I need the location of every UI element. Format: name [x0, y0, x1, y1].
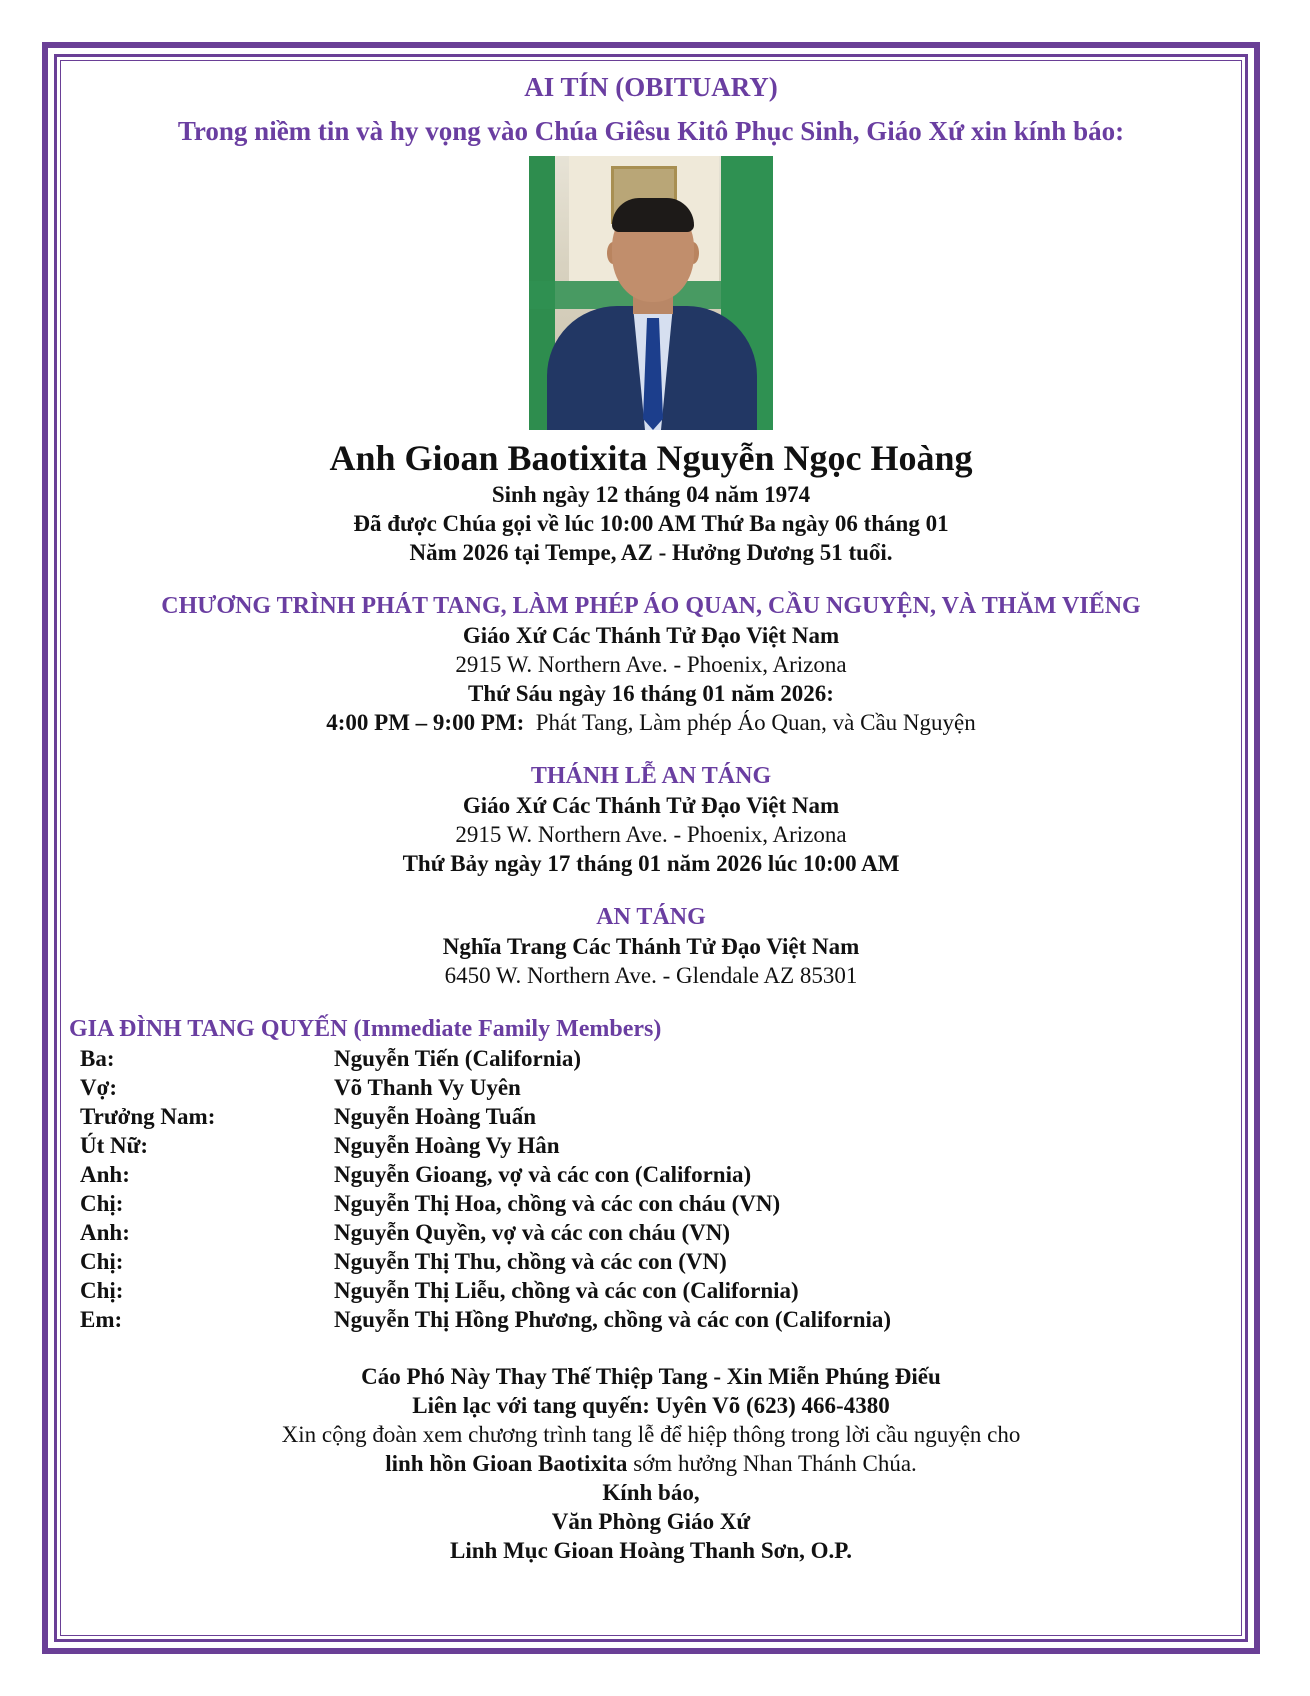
family-member-row	[80, 1044, 1240, 1073]
burial-place: Nghĩa Trang Các Thánh Tử Đạo Việt Nam	[442, 934, 860, 959]
family-relation: Chị:	[80, 1278, 124, 1303]
passing-line-2: Năm 2026 tại Tempe, AZ - Hưởng Dương 51 tuổi.	[409, 540, 893, 565]
obituary-content	[62, 62, 1240, 1565]
mass-heading: THÁNH LỄ AN TÁNG	[530, 763, 772, 789]
announcement-subtitle: Trong niềm tin và hy vọng vào Chúa Giêsu Kitô Phục Sinh, Giáo Xứ xin kính báo:	[177, 116, 1125, 146]
family-relation: Vợ:	[80, 1075, 118, 1100]
page-title: AI TÍN (OBITUARY)	[524, 72, 778, 102]
family-member-row	[80, 1189, 1240, 1218]
family-relation: Út Nữ:	[80, 1133, 149, 1158]
closing-line: Kính báo,	[602, 1480, 700, 1505]
family-member-name: Nguyễn Thị Liễu, chồng và các con (California)	[334, 1278, 799, 1303]
family-relation: Anh:	[80, 1162, 130, 1187]
mass-address: 2915 W. Northern Ave. - Phoenix, Arizona	[455, 822, 847, 847]
prayer-line-2-rest: sớm hưởng Nhan Thánh Chúa.	[627, 1451, 917, 1476]
family-member-row	[80, 1305, 1240, 1334]
family-member-name: Nguyễn Thị Thu, chồng và các con (VN)	[334, 1249, 727, 1274]
portrait-photo	[529, 156, 773, 430]
family-relation: Ba:	[80, 1046, 115, 1071]
prayer-soul-name: linh hồn Gioan Baotixita	[385, 1451, 628, 1476]
family-relation: Chị:	[80, 1249, 124, 1274]
family-member-row	[80, 1160, 1240, 1189]
wake-time: 4:00 PM – 9:00 PM:	[326, 710, 525, 735]
wake-schedule	[62, 708, 1240, 737]
birth-date: Sinh ngày 12 tháng 04 năm 1974	[491, 482, 811, 507]
wake-address: 2915 W. Northern Ave. - Phoenix, Arizona	[455, 652, 847, 677]
family-relation: Em:	[80, 1307, 123, 1332]
family-member-row	[80, 1218, 1240, 1247]
notice-line: Cáo Phó Này Thay Thế Thiệp Tang - Xin Miễn Phúng Điếu	[361, 1364, 941, 1389]
family-member-name: Nguyễn Thị Hoa, chồng và các con cháu (VN)	[334, 1191, 781, 1216]
family-member-name: Nguyễn Thị Hồng Phương, chồng và các con (California)	[334, 1307, 892, 1332]
family-member-row	[80, 1276, 1240, 1305]
burial-heading: AN TÁNG	[596, 904, 706, 930]
prayer-line-1: Xin cộng đoàn xem chương trình tang lễ để hiệp thông trong lời cầu nguyện cho	[281, 1422, 1021, 1447]
family-member-name: Võ Thanh Vy Uyên	[334, 1075, 521, 1100]
family-list	[62, 1044, 1240, 1334]
mass-place: Giáo Xứ Các Thánh Tử Đạo Việt Nam	[462, 793, 840, 818]
burial-address: 6450 W. Northern Ave. - Glendale AZ 85301	[444, 963, 858, 988]
family-member-name: Nguyễn Hoàng Vy Hân	[334, 1133, 560, 1158]
family-heading: GIA ĐÌNH TANG QUYẾN (Immediate Family Members)	[69, 1016, 662, 1042]
footer	[62, 1362, 1240, 1565]
family-relation: Chị:	[80, 1191, 124, 1216]
prayer-line-2	[62, 1449, 1240, 1478]
family-member-name: Nguyễn Quyền, vợ và các con cháu (VN)	[334, 1220, 731, 1245]
office-line: Văn Phòng Giáo Xứ	[551, 1509, 751, 1534]
family-member-row	[80, 1102, 1240, 1131]
priest-line: Linh Mục Gioan Hoàng Thanh Sơn, O.P.	[450, 1538, 852, 1563]
mass-date: Thứ Bảy ngày 17 tháng 01 năm 2026 lúc 10:00 AM	[402, 851, 900, 876]
family-member-name: Nguyễn Hoàng Tuấn	[334, 1104, 536, 1129]
wake-place: Giáo Xứ Các Thánh Tử Đạo Việt Nam	[462, 623, 840, 648]
passing-line-1: Đã được Chúa gọi về lúc 10:00 AM Thứ Ba ngày 06 tháng 01	[353, 511, 949, 536]
family-member-row	[80, 1247, 1240, 1276]
family-member-row	[80, 1073, 1240, 1102]
family-member-row	[80, 1131, 1240, 1160]
wake-date: Thứ Sáu ngày 16 tháng 01 năm 2026:	[468, 681, 834, 706]
family-member-name: Nguyễn Tiến (California)	[334, 1046, 582, 1071]
family-relation: Trưởng Nam:	[80, 1104, 216, 1129]
deceased-name: Anh Gioan Baotixita Nguyễn Ngọc Hoàng	[329, 438, 973, 478]
family-member-name: Nguyễn Gioang, vợ và các con (California)	[334, 1162, 752, 1187]
wake-heading: CHƯƠNG TRÌNH PHÁT TANG, LÀM PHÉP ÁO QUAN, CẦU NGUYỆN, VÀ THĂM VIẾNG	[161, 593, 1141, 619]
contact-line: Liên lạc với tang quyến: Uyên Võ (623) 466-4380	[412, 1393, 890, 1418]
wake-activity: Phát Tang, Làm phép Áo Quan, và Cầu Nguyện	[535, 710, 976, 735]
family-relation: Anh:	[80, 1220, 130, 1245]
